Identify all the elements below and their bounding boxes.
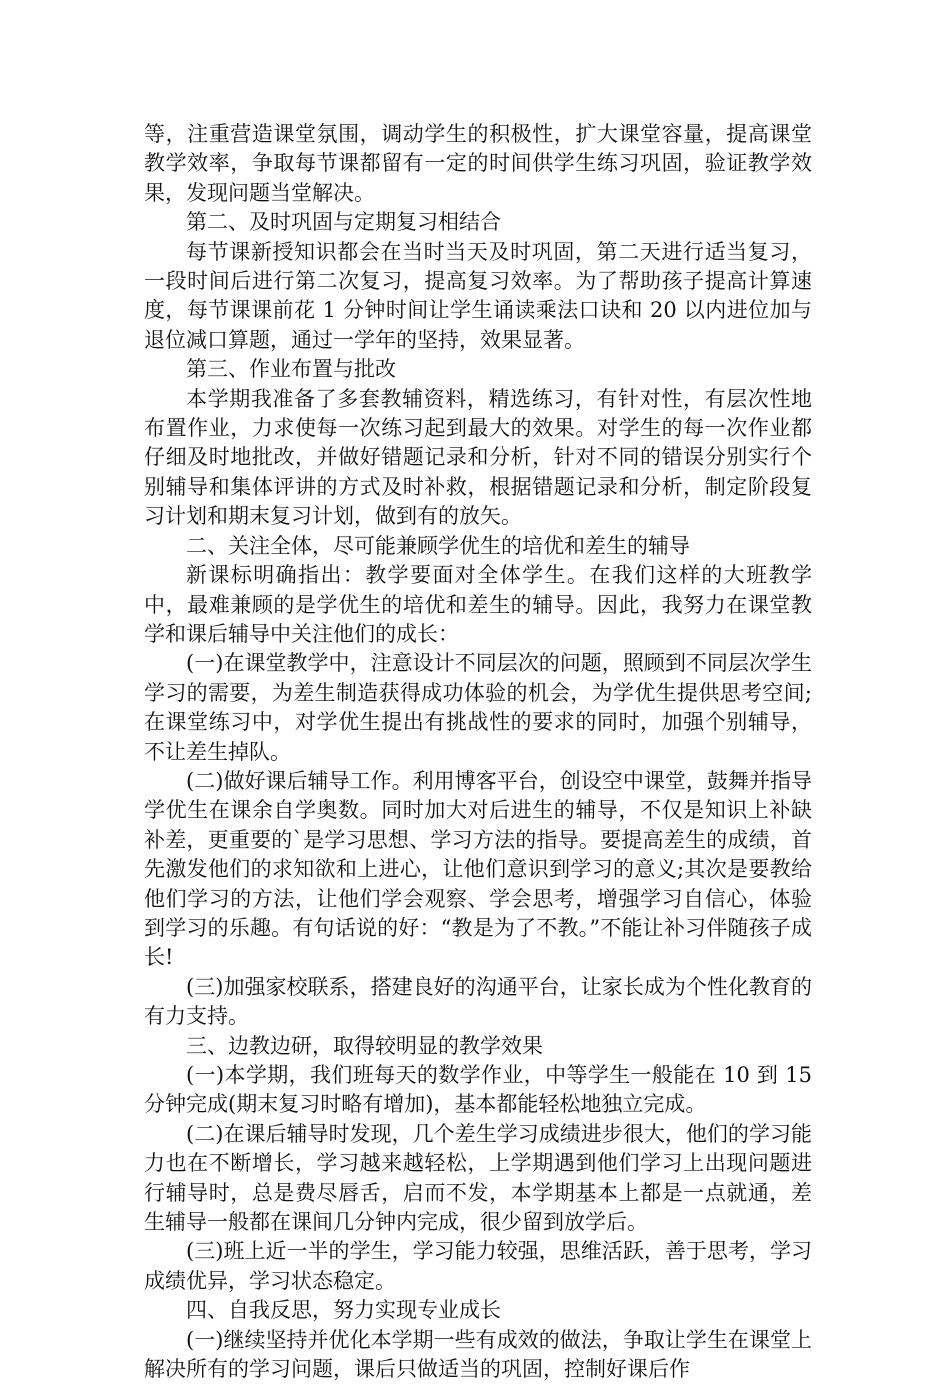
paragraph-strong-students: (三)班上近一半的学生，学习能力较强，思维活跃，善于思考，学习成绩优异，学习状态稳定。 [144, 1239, 812, 1293]
document-body [144, 120, 812, 1384]
paragraph-progress: (二)在课后辅导时发现，几个差生学习成绩进步很大，他们的学习能力也在不断增长，学习越来越轻松，上学期遇到他们学习上出现问题进行辅导时，总是费尽唇舌，启而不发，本学期基本上都是一点就通，差生辅导一般都在课间几分钟内完成，很少留到放学后。 [144, 1121, 812, 1235]
paragraph-homework: 本学期我准备了多套教辅资料，精选练习，有针对性，有层次性地布置作业，力求使每一次练习起到最大的效果。对学生的每一次作业都仔细及时地批改，并做好错题记录和分析，针对不同的错误分别实行个别辅导和集体评讲的方式及时补救，根据错题记录和分析，制定阶段复习计划和期末复习计划，做到有的放矢。 [144, 386, 812, 529]
section-heading-teaching-research: 三、边教边研，取得较明显的教学效果 [186, 1033, 543, 1058]
paragraph-curriculum: 新课标明确指出：教学要面对全体学生。在我们这样的大班教学中，最难兼顾的是学优生的培优和差生的辅导。因此，我努力在课堂教学和课后辅导中关注他们的成长： [144, 563, 812, 646]
paragraph-continue: (一)继续坚持并优化本学期一些有成效的做法，争取让学生在课堂上解决所有的学习问题，课后只做适当的巩固，控制好课后作 [144, 1327, 812, 1382]
subheading-review: 第二、及时巩固与定期复习相结合 [186, 210, 501, 235]
section-heading-all-students: 二、关注全体，尽可能兼顾学优生的培优和差生的辅导 [186, 533, 690, 558]
paragraph-homework-time: (一)本学期，我们班每天的数学作业，中等学生一般能在 10 到 15 分钟完成(期末复习时略有增加)，基本都能轻松地独立完成。 [144, 1063, 812, 1117]
subheading-homework: 第三、作业布置与批改 [186, 357, 396, 382]
paragraph-after-class: (二)做好课后辅导工作。利用博客平台，创设空中课堂，鼓舞并指导学优生在课余自学奥数。同时加大对后进生的辅导，不仅是知识上补缺补差，更重要的`是学习思想、学习方法的指导。要提高差生的成绩，首先激发他们的求知欲和上进心，让他们意识到学习的意义;其次是要教给他们学习的方法，让他们学会观察、学会思考，增强学习自信心，体验到学习的乐趣。有句话说的好：“教是为了不教。”不能让补习伴随孩子成长! [144, 768, 812, 970]
paragraph-continuation: 等，注重营造课堂氛围，调动学生的积极性，扩大课堂容量，提高课堂教学效率，争取每节课都留有一定的时间供学生练习巩固，验证教学效果，发现问题当堂解决。 [144, 122, 812, 205]
paragraph-home-school: (三)加强家校联系，搭建良好的沟通平台，让家长成为个性化教育的有力支持。 [144, 974, 812, 1029]
paragraph-classroom: (一)在课堂教学中，注意设计不同层次的问题，照顾到不同层次学生学习的需要，为差生制造获得成功体验的机会，为学优生提供思考空间;在课堂练习中，对学优生提出有挑战性的要求的同时，加强个别辅导，不让差生掉队。 [144, 651, 812, 764]
section-heading-reflection: 四、自我反思，努力实现专业成长 [186, 1298, 501, 1323]
paragraph-review: 每节课新授知识都会在当时当天及时巩固，第二天进行适当复习，一段时间后进行第二次复习，提高复习效率。为了帮助孩子提高计算速度，每节课课前花 1 分钟时间让学生诵读乘法口诀和 20 以内进位加与退位减口算题，通过一学年的坚持，效果显著。 [144, 239, 812, 352]
